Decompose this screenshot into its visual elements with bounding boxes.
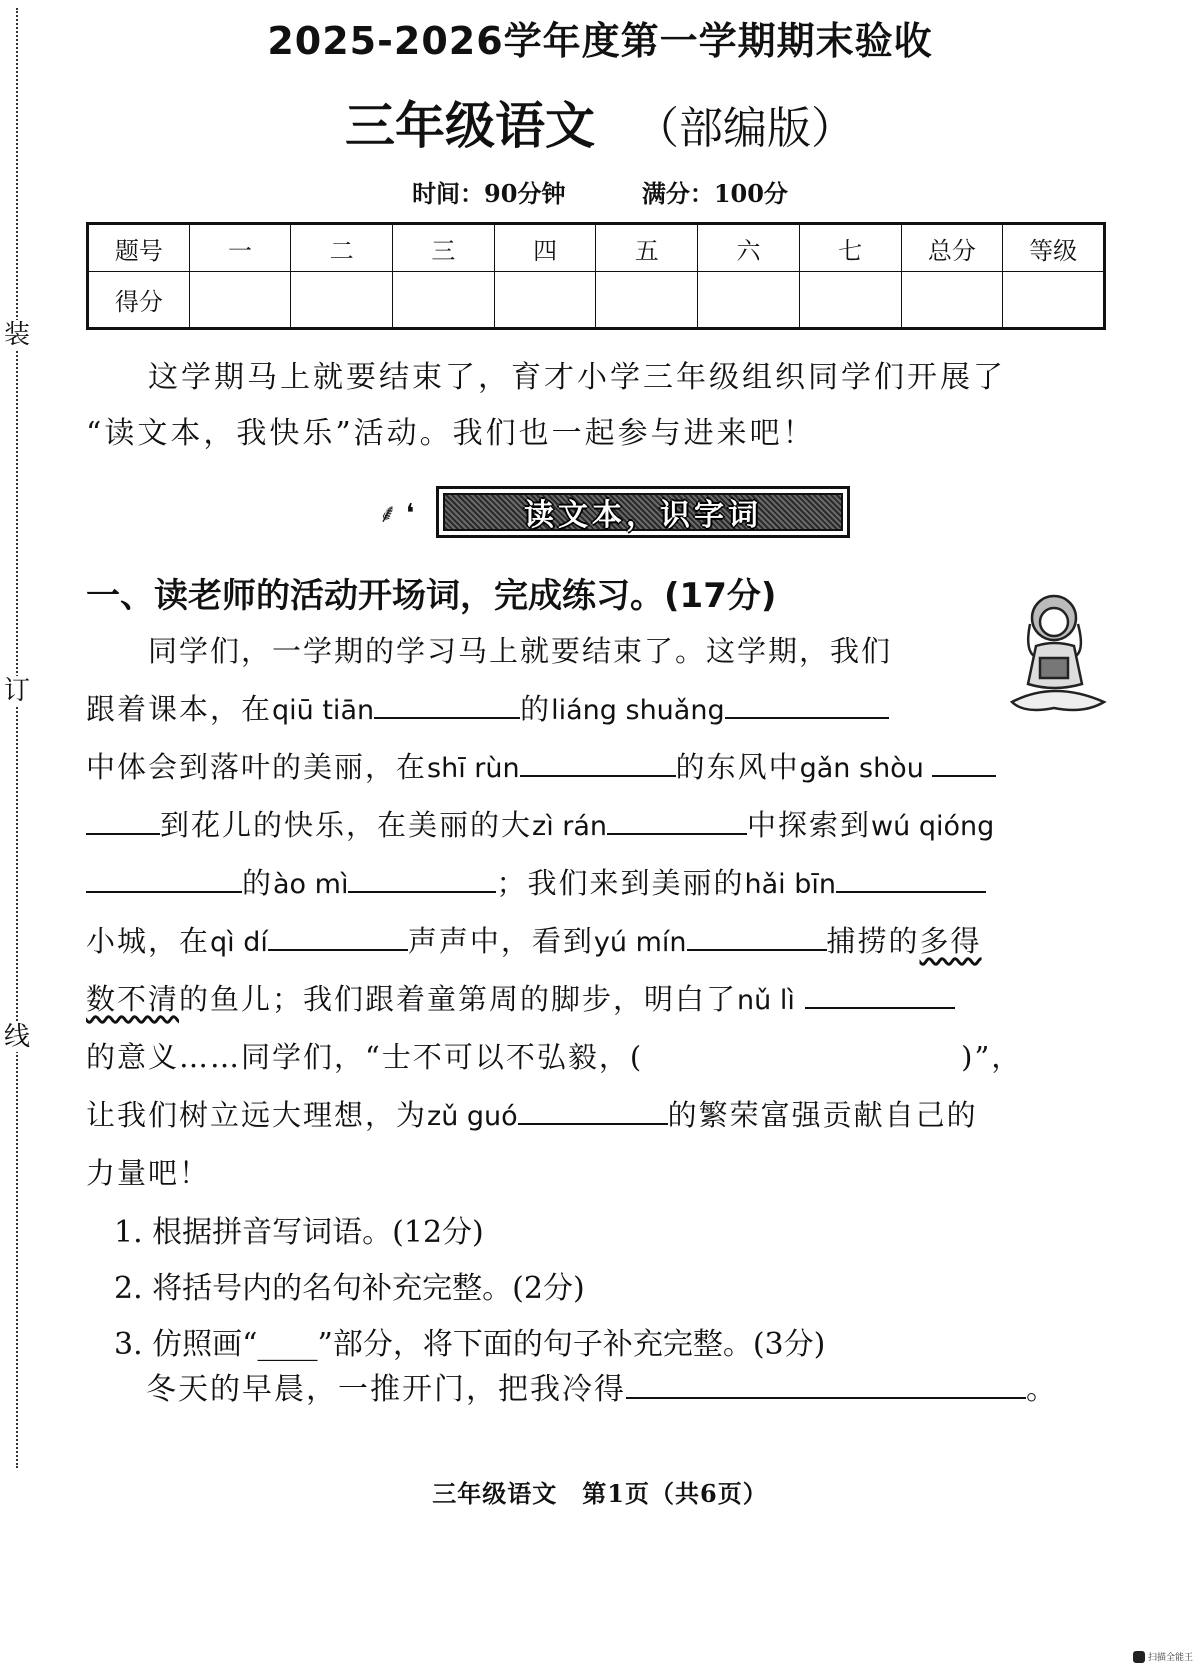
passage-text: 的意义……同学们，“士不可以不弘毅，(: [86, 1040, 644, 1074]
scanner-logo-icon: [1133, 1651, 1145, 1663]
passage-text: 中探索到: [747, 808, 872, 842]
intro-line: 这学期马上就要结束了，育才小学三年级组织同学们开展了: [148, 360, 1006, 395]
question-1: 1. 根据拼音写词语。(12分): [114, 1215, 484, 1250]
passage-row-7: [86, 970, 1116, 1028]
answer-blank[interactable]: [348, 859, 496, 893]
passage-text: 让我们树立远大理想，为: [86, 1098, 428, 1132]
scanner-watermark: [1133, 1650, 1193, 1663]
score-header-cell: 四: [494, 224, 596, 272]
score-header-cell: 题号: [88, 224, 190, 272]
score-row-label: 得分: [88, 272, 190, 329]
score-header-cell: 一: [189, 224, 291, 272]
answer-blank[interactable]: [932, 743, 996, 777]
binding-char-zhuang: 装: [4, 320, 31, 350]
full-score: 满分：100分: [641, 179, 788, 208]
passage-row-5: [86, 854, 1116, 912]
passage-row-3: [86, 738, 1116, 796]
score-header-cell: 六: [698, 224, 800, 272]
watermark-text: 扫描全能王: [1148, 1653, 1194, 1663]
imitation-sentence: [146, 1364, 1058, 1408]
score-header-cell: 等级: [1003, 224, 1105, 272]
edition-label: （部编版）: [635, 103, 855, 154]
passage-text: 中体会到落叶的美丽，在: [86, 750, 428, 784]
score-table: [86, 222, 1106, 330]
passage-row-8: [86, 1028, 1116, 1086]
score-cell[interactable]: [393, 272, 495, 329]
subject-name: 三年级语文: [345, 97, 595, 155]
pinyin-qidi: qì dí: [210, 927, 268, 958]
pinyin-aomi: ào mì: [273, 869, 349, 900]
passage-text: )”，: [961, 1040, 1023, 1074]
passage-row-9: [86, 1086, 1116, 1144]
time-limit: 时间：90分钟: [412, 179, 566, 208]
score-cell[interactable]: [291, 272, 393, 329]
passage-text: 跟着课本，在: [86, 692, 273, 726]
wavy-underlined-text: 数不清: [86, 982, 180, 1016]
passage-text: 力量吧！: [86, 1156, 211, 1190]
pinyin-zuguo: zǔ guó: [427, 1101, 518, 1132]
passage-text: 捕捞的: [826, 924, 920, 958]
passage-text: 的: [242, 866, 274, 900]
binding-dotted-line: [16, 8, 18, 1468]
section-1-questions: [114, 1206, 1114, 1374]
passage-text: 的繁荣富强贡献自己的: [667, 1098, 978, 1132]
pinyin-nuli: nǔ lì: [737, 985, 795, 1016]
score-header-cell: 三: [393, 224, 495, 272]
answer-blank[interactable]: [86, 801, 160, 835]
answer-blank[interactable]: [607, 801, 747, 835]
passage-row-1: [86, 622, 986, 680]
answer-blank[interactable]: [268, 917, 408, 951]
answer-blank[interactable]: [518, 1091, 668, 1125]
binding-char-ding: 订: [4, 676, 31, 706]
score-cell[interactable]: [189, 272, 291, 329]
section-1-title: 一、读老师的活动开场词，完成练习。(17分): [86, 576, 777, 616]
score-cell[interactable]: [596, 272, 698, 329]
pinyin-haibin: hǎi bīn: [744, 869, 836, 900]
passage-row-10: [86, 1144, 1116, 1202]
exam-meta: [0, 174, 1200, 209]
passage-text: 小城，在: [86, 924, 211, 958]
answer-prompt: 冬天的早晨，一推开门，把我冷得: [146, 1372, 626, 1407]
passage-text: 同学们，一学期的学习马上就要结束了。这学期，我们: [148, 634, 893, 668]
pinyin-shirun: shī rùn: [427, 753, 520, 784]
score-header-cell: 七: [799, 224, 901, 272]
answer-blank[interactable]: [836, 859, 986, 893]
passage-text: 的鱼儿；我们跟着童第周的脚步，明白了: [179, 982, 738, 1016]
answer-blank[interactable]: [687, 917, 827, 951]
page-footer: 三年级语文 第1页（共6页）: [432, 1479, 768, 1508]
intro-line: “读文本，我快乐”活动。我们也一起参与进来吧！: [86, 416, 816, 451]
score-header-cell: 二: [291, 224, 393, 272]
answer-blank[interactable]: [626, 1365, 1026, 1399]
score-header-cell: 五: [596, 224, 698, 272]
score-cell[interactable]: [494, 272, 596, 329]
score-table-score-row: [88, 272, 1105, 329]
score-cell[interactable]: [901, 272, 1003, 329]
passage-text: 的: [520, 692, 552, 726]
banner-decoration: ⸙ ❛: [378, 499, 415, 529]
passage-row-6: [86, 912, 1116, 970]
answer-blank[interactable]: [725, 685, 889, 719]
pinyin-yumin: yú mín: [593, 927, 687, 958]
question-3: 3. 仿照画“____”部分，将下面的句子补充完整。(3分): [114, 1327, 826, 1362]
wavy-underlined-text: 多得: [919, 924, 982, 958]
pinyin-ziran: zì rán: [532, 811, 608, 842]
passage-row-2: [86, 680, 986, 738]
section-banner: [436, 486, 850, 538]
answer-blank[interactable]: [86, 859, 242, 893]
answer-blank[interactable]: [520, 743, 676, 777]
passage-text: 声声中，看到: [407, 924, 594, 958]
exam-subject: [0, 86, 1200, 158]
passage-text: 到花儿的快乐，在美丽的大: [160, 808, 533, 842]
exam-title: 2025-2026学年度第一学期期末验收: [267, 19, 933, 63]
answer-end-punct: 。: [1026, 1372, 1058, 1407]
opening-speech-passage: [86, 622, 1116, 1202]
question-2: 2. 将括号内的名句补充完整。(2分): [114, 1271, 585, 1306]
score-header-cell: 总分: [901, 224, 1003, 272]
score-table-header-row: [88, 224, 1105, 272]
answer-blank[interactable]: [374, 685, 520, 719]
banner-text: 读文本，识字词: [524, 498, 762, 533]
answer-blank[interactable]: [805, 975, 955, 1009]
intro-paragraph: [86, 350, 1116, 462]
binding-char-xian: 线: [4, 1022, 31, 1052]
pinyin-liangshuang: liáng shuǎng: [551, 695, 725, 726]
score-cell[interactable]: [698, 272, 800, 329]
passage-row-4: [86, 796, 1116, 854]
passage-text: 的东风中: [675, 750, 800, 784]
banner-pattern: [443, 493, 843, 531]
score-cell[interactable]: [799, 272, 901, 329]
pinyin-ganshou: gǎn shòu: [799, 753, 924, 784]
score-cell[interactable]: [1003, 272, 1105, 329]
passage-text: ；我们来到美丽的: [496, 866, 745, 900]
pinyin-wuqiong: wú qióng: [871, 811, 995, 842]
pinyin-qiutian: qiū tiān: [272, 695, 375, 726]
